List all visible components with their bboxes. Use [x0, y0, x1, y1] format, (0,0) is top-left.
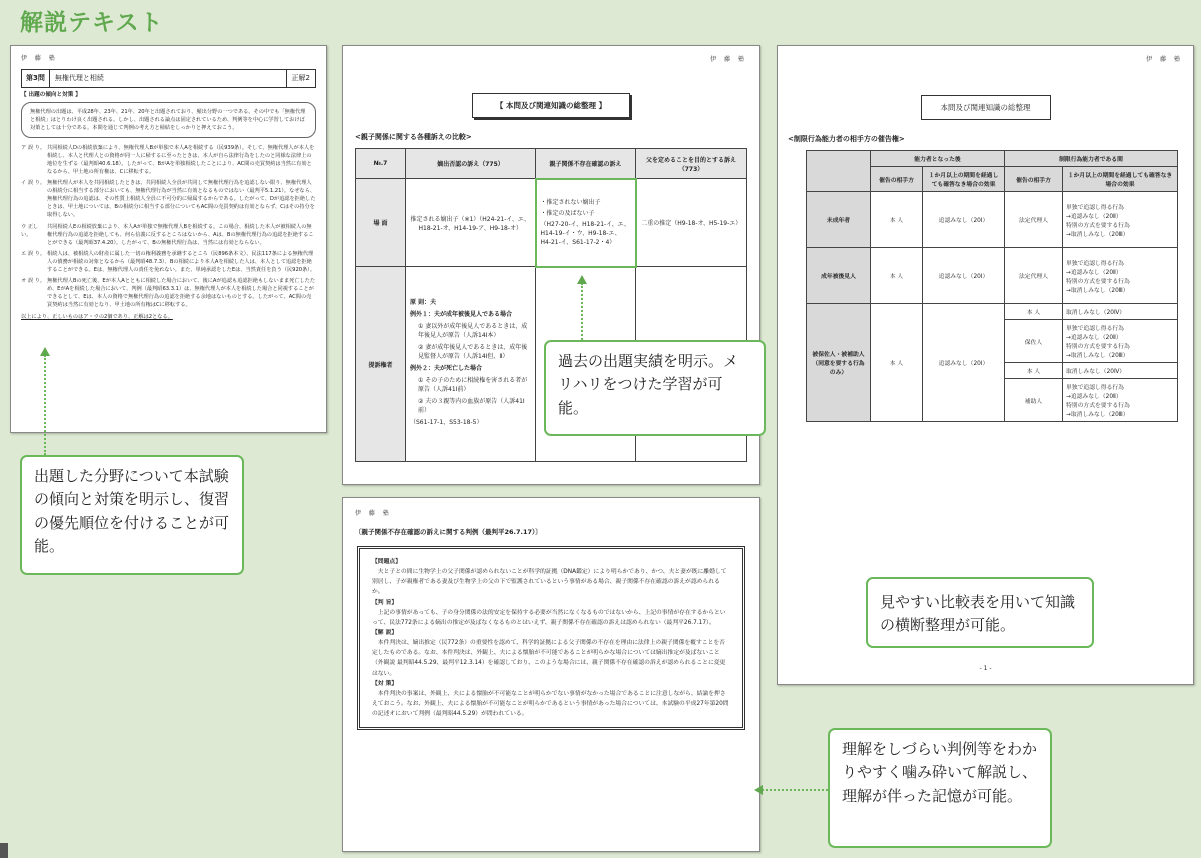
corner-header: [807, 151, 871, 192]
table-cell: 本 人: [1005, 363, 1063, 379]
correct-answer: 正解2: [286, 70, 315, 87]
cell-line: 単独で追認し得る行為: [1066, 204, 1124, 211]
cell-line: ・推定の及ばない子: [540, 210, 595, 217]
cell-line: 例外２：夫が死亡した場合: [410, 365, 483, 372]
table-cell: 追認みなし（20Ⅰ）: [923, 248, 1005, 304]
page-number: - 1 -: [979, 665, 992, 672]
table-cell: 保佐人: [1005, 320, 1063, 363]
row-header: 場 面: [356, 179, 406, 267]
summary-title: 本問及び関連知識の総整理: [921, 95, 1051, 120]
section-head: 【解 説】: [372, 629, 398, 636]
connector-line: [581, 283, 583, 340]
table-cell: 補助人: [1005, 379, 1063, 422]
callout-past-exams: 過去の出題実績を明示。メリハリをつけた学習が可能。: [544, 340, 766, 436]
corner-mark: [0, 843, 8, 858]
table-cell: 推定される嫡出子（※1）（H24-21-イ、エ、H18-21-オ、H14-19-ア、H9-18-オ）: [406, 179, 536, 267]
callout-comparison-table: 見やすい比較表を用いて知識の横断整理が可能。: [866, 577, 1094, 648]
item-mark: オ 誤 り。: [21, 277, 46, 284]
section-text: 上記の事情があっても、子の身分関係の法的安定を保持する必要が当然になくなるものではないから、上記の事情が存在するからといって、民法772条による嫡出の推定が及ばなくなるものとはいえず、親子関係不存在確認の訴えは認められない（最判平26.7.17）。: [372, 609, 726, 626]
item-text: 無権代理人が本人を共同相続したときは、共同相続人全員が共同して無権代理行為を追認しない限り、無権代理人の相続分に相当する部分においても、無権代理行為が当然に有効となるものではない（最判平5.1.21）。なぜなら、無権代理行為の追認は、その性質上相続人全員に不可分的に帰属するからである。したがって、Dが追認を拒絶したときは、甲土地については、Bの相続分に相当する部分についてもAC間の売買契約は有効とならず、Cはその持分を取得しない。: [47, 180, 316, 219]
column-header: １か月以上の期間を経過しても確答なき場合の効果: [923, 167, 1005, 192]
table-cell: 本 人: [871, 304, 923, 422]
cell-line: →取消しみなし（20Ⅲ）: [1066, 353, 1129, 359]
case-title: 〔親子関係不存在確認の訴えに関する判例（最判平26.7.17）〕: [355, 528, 542, 536]
table-cell: 本 人: [871, 192, 923, 248]
table-cell: 法定代理人: [1005, 192, 1063, 248]
cell-line: →追認みなし（20Ⅱ）: [1066, 269, 1122, 276]
trend-text: 無権代理の出題は、平成28年、23年、21年、20年と出題されており、頻出分野の一つである。その中でも「無権代理と相続」はとりわけ良く出題される。しかし、出題される論点は固定されているため、判例等を中心に学習しておけば対策としては十分である。本問を通じて判例の考え方と帰結をしっかりと押えておこう。: [21, 102, 316, 138]
arrow-up-icon: [40, 347, 50, 356]
cell-line: ② 妻が成年後見人であるときは、成年後見監督人が原告（人訴14Ⅰ但、Ⅱ）: [418, 343, 528, 361]
item-mark: ア 誤 り。: [21, 144, 46, 151]
section-text: 本件判決の事案は、外観上、夫による懐胎が不可能なことが明らかでない事情がなかった場合であることに注意しながら、結論を押さえておこう。なお、外観上、夫による懐胎が不可能なことが明らかであるという事情があった場合については、本試験の平成27年第20問の記述オにおいて判例（最判昭44.5.29）が問われている。: [372, 690, 729, 718]
summary-title: 【 本問及び関連知識の総整理 】: [472, 93, 630, 118]
table-cell: [1063, 320, 1178, 363]
section-head: 【問題点】: [372, 559, 401, 565]
cell-line: 単独で追認し得る行為: [1066, 385, 1124, 391]
table-cell: 法定代理人: [1005, 248, 1063, 304]
table-cell: 本 人: [1005, 304, 1063, 320]
group-header: 制限行為能力者である間: [1005, 151, 1178, 167]
cell-line: 特別の方式を要する行為: [1066, 344, 1130, 350]
column-header: №.7: [356, 149, 406, 179]
row-header: 未成年者: [807, 192, 871, 248]
cell-line: 特別の方式を要する行為: [1066, 403, 1130, 409]
school-name: 伊 藤 塾: [710, 56, 747, 63]
section-head: 【対 策】: [372, 680, 398, 687]
connector-line: [44, 355, 46, 455]
arrow-up-icon: [577, 275, 587, 284]
item-mark: エ 誤 り。: [21, 250, 46, 257]
cell-line: 単独で追認し得る行為: [1066, 260, 1124, 267]
explanation-item: [21, 250, 316, 274]
highlighted-past-exam-cell: [536, 179, 636, 267]
table-subtitle: <制限行為能力者の相手方の催告権>: [788, 135, 905, 143]
cell-line: ・推定されない嫡出子: [540, 199, 601, 206]
callout-trend: 出題した分野について本試験の傾向と対策を明示し、復習の優先順位を付けることが可能。: [20, 455, 244, 575]
item-text: 共同相続人Eの相続放棄により、本人Aが単独で無権代理人Bを相続する。この場合、相続した本人が被相続人の無権代理行為の追認を拒絶しても、何ら信義に反するところはないから、Aは、Bの無権代理行為の追認を拒絶することができる（最判昭37.4.20）。したがって、Bの無権代理行為は、当然には有効とならない。: [47, 223, 314, 246]
cell-line: ① 妻以外が成年後見人であるときは、成年後見人が原告（人訴14Ⅰ本）: [418, 322, 528, 340]
school-name: 伊 藤 塾: [355, 510, 392, 517]
row-header: 提訴権者: [356, 267, 406, 462]
demand-right-table: [806, 150, 1178, 422]
page-title: 解説テキスト: [20, 10, 164, 36]
cell-line: 単独で追認し得る行為: [1066, 326, 1124, 332]
trend-heading: 【 出題の傾向と対策 】: [21, 92, 81, 99]
table-cell: [1063, 379, 1178, 422]
table-cell: [1063, 363, 1178, 379]
case-law-page: [342, 497, 760, 852]
explanation-item: [21, 144, 316, 176]
column-header: 催告の相手方: [871, 167, 923, 192]
column-header: 催告の相手方: [1005, 167, 1063, 192]
item-text: 共同相続人Dの相続放棄により、無権代理人Bが単独で本人Aを相続する（民939条）。そして、無権代理人が本人を相続し、本人と代理人との資格が同一人に帰するに至ったときは、本人が自ら法律行為をしたのと同様な法律上の地位を生ずる（最判昭40.6.18）。したがって、BがAを単独相続したことにより、AC間の売買契約は当然に有効となるから、甲土地の所有権は、Cに移転する。: [47, 144, 315, 176]
arrow-left-icon: [754, 785, 763, 795]
column-header: 親子関係不存在確認の訴え: [536, 149, 636, 179]
cell-line: →追認みなし（20Ⅱ）: [1066, 394, 1122, 400]
item-text: 相続人は、被相続人の財産に属した一切の権利義務を承継するところ（民896条本文）、民法117条による無権代理人の債務が相続の対象となるから（最判昭48.7.3）、Bの相続により本人Aを相続した人は、本人として追認を拒絶することができる。Eは、無権代理人の責任を免れない。また、単純承認をしたEは、当然責任を負う（民920条）。: [47, 250, 316, 273]
callout-case-law: 理解をしづらい判例等をわかりやすく噛み砕いて解説し、理解が伴った記憶が可能。: [828, 728, 1052, 848]
cell-line: →取消しみなし（20Ⅲ）: [1066, 412, 1129, 418]
cell-line: 取消しみなし（20Ⅳ）: [1066, 310, 1126, 316]
table-cell: 二重の推定（H9-18-オ、H5-19-エ）: [636, 179, 747, 267]
cell-line: →追認みなし（20Ⅱ）: [1066, 335, 1122, 341]
cell-line: （H27-20-イ、H18-21-イ、エ、H14-19-イ・ウ、H9-18-エ、H4-21-イ、S61-17-2・4）: [540, 221, 630, 246]
table-cell: [1063, 248, 1178, 304]
table-cell: 追認みなし（20Ⅰ）: [923, 192, 1005, 248]
row-header: 成年被後見人: [807, 248, 871, 304]
item-text: 無権代理人Bの死亡後、Eが本人Aとともに相続した場合において、後にAが追認も追認拒絶もしないまま死亡したため、EがAを相続した場合において、判例（最判昭63.3.1）は、無権代理人が本人を相続した場合と同視することができるとして、Eは、本人の資格で無権代理行為の追認を拒絶する余地はないものとする。したがって、AC間の売買契約は当然に有効となり、甲土地の所有権はCに移転する。: [47, 277, 316, 309]
table-subtitle: <親子関係に関する各種訴えの比較>: [355, 133, 472, 141]
row-header: 被保佐人・被補助人（同意を要する行為のみ）: [807, 304, 871, 422]
cell-line: →取消しみなし（20Ⅲ）: [1066, 231, 1129, 238]
section-text: 夫と子との間に生物学上の父子関係が認められないことが科学的証拠（DNA鑑定）により明らかであり、かつ、夫と妻が既に離婚して別居し、子が親権者である妻及び生物学上の父の下で監護されているという事情がある場合、親子関係不存在確認の訴えが認められるか。: [372, 569, 727, 596]
column-header: 嫡出否認の訴え（775）: [406, 149, 536, 179]
table-cell: [1063, 304, 1178, 320]
table-cell: 本 人: [871, 248, 923, 304]
cell-line: 原 則：夫: [410, 299, 437, 307]
cell-line: →取消しみなし（20Ⅲ）: [1066, 287, 1129, 294]
explanation-item: [21, 179, 316, 219]
school-name: 伊 藤 塾: [21, 55, 58, 62]
answer-explanation-page: [10, 45, 327, 433]
conclusion: 以上により、正しいものはア・ウの2個であり、正解は2となる。: [21, 314, 173, 321]
table-cell: 追認みなし（20Ⅰ）: [923, 304, 1005, 422]
cell-line: 例外１：夫が成年被後見人である場合: [410, 311, 513, 319]
section-text: 本件判決は、嫡出推定（民772条）の重要性を認めて、科学的証拠による父子関係の不存在を理由に法律上の親子関係を覆すことを否定したものである。なお、本件判決は、外観上、夫による懐胎が不可能であることが明らかな場合については嫡出推定が及ばないこと（外観説 最判昭44.5.29、最判平12.3.14）を確認しており、このような場合には、親子関係不存在確認の訴えが認められることに変更はない。: [372, 640, 726, 677]
cell-line: （S61-17-1、S53-18-5）: [410, 418, 483, 426]
question-number: 第3問: [22, 70, 50, 87]
table-cell: [406, 267, 536, 462]
cell-line: 特別の方式を要する行為: [1066, 278, 1130, 285]
item-mark: イ 誤 り。: [21, 180, 46, 187]
cell-line: →追認みなし（20Ⅱ）: [1066, 213, 1122, 220]
cell-line: ② 夫の３親等内の血族が原告（人訴41Ⅰ前）: [418, 397, 525, 415]
question-topic: 無権代理と相続: [54, 74, 104, 83]
group-header: 能力者となった後: [871, 151, 1005, 167]
cell-line: ① その子のために相続権を害される者が原告（人訴41Ⅰ前）: [418, 376, 528, 394]
cell-line: 取消しみなし（20Ⅳ）: [1066, 369, 1126, 375]
cell-line: 特別の方式を要する行為: [1066, 222, 1130, 229]
item-mark: ウ 正しい。: [21, 223, 39, 238]
topic-bar: [21, 69, 316, 88]
school-name: 伊 藤 塾: [1146, 56, 1183, 63]
section-head: 【判 旨】: [372, 599, 398, 606]
explanation-item: [21, 223, 316, 247]
column-header: １か月以上の期間を経過しても確答なき場合の効果: [1063, 167, 1178, 192]
column-header: 父を定めることを目的とする訴え（773）: [636, 149, 747, 179]
case-frame: [357, 546, 745, 730]
connector-line: [762, 789, 828, 791]
explanation-item: [21, 277, 316, 309]
table-cell: [1063, 192, 1178, 248]
